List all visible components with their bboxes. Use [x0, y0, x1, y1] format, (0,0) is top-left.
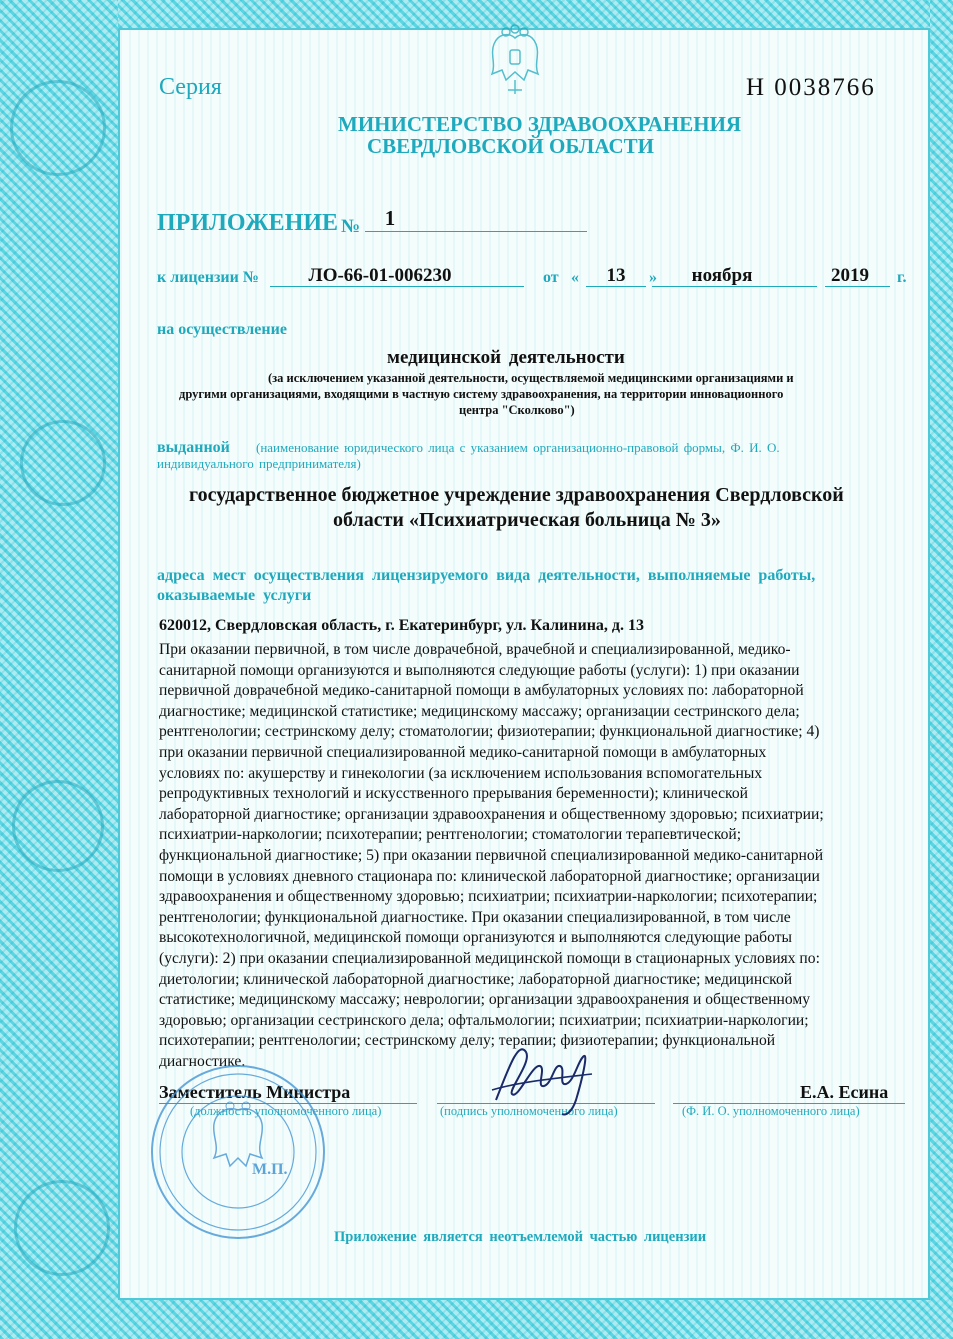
issued-note-line2: индивидуального предпринимателя): [157, 456, 361, 471]
services-line: первичной доврачебной медико-санитарной помощи в амбулаторных условиях по: лабораторной: [159, 682, 804, 700]
services-line: психиатрии-наркологии; психотерапии; рентгенологии; стоматологии терапевтической;: [159, 826, 742, 844]
quote-close: »: [649, 269, 657, 286]
series-number: Н 0038766: [746, 74, 876, 101]
services-line: помощи в условиях дневного стационара по: клинической лабораторной диагностике; организации: [159, 867, 820, 885]
services-line: При оказании первичной, в том числе доврачебной, врачебной и специализированной, медико-: [159, 641, 791, 658]
license-number: ЛО-66-01-006230: [308, 265, 452, 286]
appendix-label: ПРИЛОЖЕНИЕ: [157, 210, 339, 236]
services-line: рентгенологии; функциональной диагностике. При оказании специализированной, в том числе: [159, 908, 791, 926]
activity-title: медицинской деятельности: [387, 347, 625, 368]
organization-name-line2: области «Психиатрическая больница № 3»: [333, 509, 721, 531]
quote-open: «: [571, 269, 579, 286]
services-line: здравоохранения и общественному здоровью; психиатрии; психиатрии-наркологии; психотерапии;: [159, 888, 818, 906]
signer-position-caption: (должность уполномоченного лица): [190, 1104, 382, 1118]
address-label-line2: оказываемые услуги: [157, 587, 312, 604]
issued-label: выданной: [157, 439, 230, 456]
ministry-title-line1: МИНИСТЕРСТВО ЗДРАВООХРАНЕНИЯ: [338, 112, 742, 136]
services-line: при оказании первичной специализированной медико-санитарной помощи в амбулаторных: [159, 743, 767, 761]
official-seal: [148, 1062, 328, 1242]
services-line: репродуктивных технологий и искусственного прерывания беременности); клинической: [159, 785, 748, 803]
signature-caption: (подпись уполномоченного лица): [440, 1104, 618, 1118]
number-sign: №: [341, 216, 361, 237]
license-year: 2019: [831, 265, 869, 286]
appendix-number-line: [365, 231, 587, 232]
stamp-mark: М.П.: [252, 1161, 288, 1178]
appendix-number: 1: [384, 206, 396, 230]
issued-note-line1: (наименование юридического лица с указанием организационно-правовой формы, Ф. И. О.: [256, 440, 780, 455]
services-line: рентгенологии; сестринскому делу; стоматологии; физиотерапии; функциональной диагностике; 4): [159, 723, 820, 741]
license-month: ноября: [691, 265, 753, 286]
services-description: [159, 640, 923, 1072]
license-day: 13: [606, 265, 626, 286]
activity-label: на осуществление: [157, 321, 287, 338]
activity-note-line2: другими организациями, входящими в частную систему здравоохранения, на территории инновационного: [179, 387, 784, 401]
handwritten-signature: [488, 1030, 598, 1120]
coat-of-arms-icon: [480, 24, 550, 98]
services-line: санитарной помощи организуются и выполняются следующие работы (услуги): 1) при оказании: [159, 661, 800, 679]
services-line: условиях по: акушерству и гинекологии (за исключением использования вспомогательных: [159, 764, 763, 782]
ministry-title-line2: СВЕРДЛОВСКОЙ ОБЛАСТИ: [367, 134, 654, 158]
services-line: диетологии; клинической лабораторной диагностике; лабораторной диагностике; медицинской: [159, 970, 793, 988]
services-line: (услуги): 2) при оказании специализированной медицинской помощи в стационарных условиях по:: [159, 949, 820, 967]
license-label: к лицензии №: [157, 269, 259, 286]
services-line: диагностике.: [159, 1052, 246, 1070]
services-line: статистике; медицинскому массажу; неврологии; организации здравоохранения и общественному: [159, 991, 811, 1009]
from-label: от: [543, 269, 559, 286]
services-line: высокотехнологичной, медицинской помощи организуются и выполняются следующие работы: [159, 929, 792, 947]
activity-note-line1: (за исключением указанной деятельности, осуществляемой медицинскими организациями и: [268, 371, 794, 385]
services-line: диагностике; медицинской статистике; медицинскому массажу; организации сестринского дела;: [159, 702, 800, 720]
signer-name: Е.А. Есина: [800, 1082, 889, 1102]
address-label-line1: адреса мест осуществления лицензируемого вида деятельности, выполняемые работы,: [157, 567, 816, 584]
activity-note-line3: центра "Сколково"): [459, 403, 575, 417]
services-line: функциональной диагностике; 5) при оказании первичной специализированной медико-санитарной: [159, 846, 824, 864]
organization-name-line1: государственное бюджетное учреждение здравоохранения Свердловской: [189, 484, 844, 506]
services-line: лабораторной диагностике; организации здравоохранения и общественному здоровью; психиатрии;: [159, 805, 824, 823]
signer-name-caption: (Ф. И. О. уполномоченного лица): [682, 1104, 860, 1118]
services-line: психотерапии; рентгенологии; сестринскому делу; терапии; физиотерапии; функциональной: [159, 1032, 776, 1050]
activity-address: 620012, Свердловская область, г. Екатеринбург, ул. Калинина, д. 13: [159, 617, 645, 634]
series-label: Серия: [159, 74, 222, 100]
year-suffix: г.: [897, 269, 907, 286]
footer-note: Приложение является неотъемлемой частью лицензии: [334, 1229, 707, 1245]
signer-position: Заместитель Министра: [159, 1082, 351, 1102]
services-line: здоровью; организации сестринского дела; офтальмологии; психиатрии; психиатрии-наркологии;: [159, 1011, 809, 1029]
